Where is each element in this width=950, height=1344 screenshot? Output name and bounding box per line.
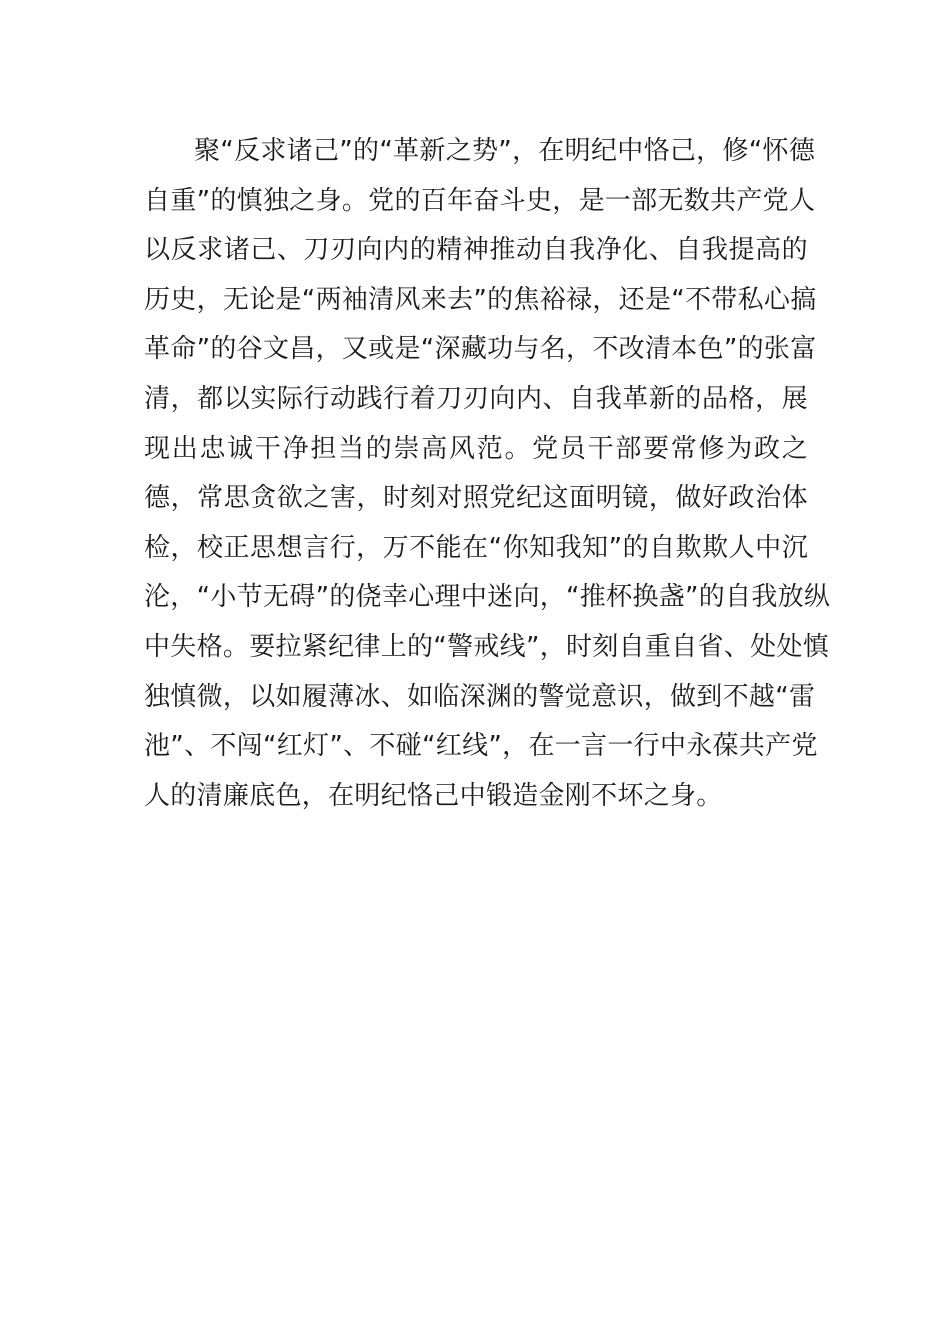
body-paragraph <box>144 127 831 821</box>
paragraph-line: 检，校正思想言行，万不能在“你知我知”的自欺欺人中沉 <box>144 532 808 563</box>
paragraph-line: 现出忠诚干净担当的崇高风范。党员干部要常修为政之 <box>144 433 808 464</box>
paragraph-line: 清，都以实际行动践行着刀刃向内、自我革新的品格，展 <box>144 383 808 414</box>
paragraph-line: 独慎微，以如履薄冰、如临深渊的警觉意识，做到不越“雷 <box>144 681 816 712</box>
paragraph-line: 中失格。要拉紧纪律上的“警戒线”，时刻自重自省、处处慎 <box>144 631 830 662</box>
paragraph-line: 聚“反求诸己”的“革新之势”，在明纪中恪己，修“怀德 <box>194 136 816 166</box>
paragraph-line: 历史，无论是“两袖清风来去”的焦裕禄，还是“不带私心搞 <box>144 284 817 315</box>
paragraph-line: 池”、不闯“红灯”、不碰“红线”，在一言一行中永葆共产党 <box>144 731 818 762</box>
paragraph-line: 人的清廉底色，在明纪恪己中锻造金刚不坏之身。 <box>144 780 723 811</box>
paragraph-line: 德，常思贪欲之害，时刻对照党纪这面明镜，做好政治体 <box>144 483 808 514</box>
paragraph-line: 自重”的慎独之身。党的百年奋斗史，是一部无数共产党人 <box>144 185 816 216</box>
paragraph-line: 革命”的谷文昌，又或是“深藏功与名，不改清本色”的张富 <box>144 334 817 365</box>
paragraph-line: 沦，“小节无碍”的侥幸心理中迷向，“推杯换盏”的自我放纵 <box>144 582 831 613</box>
paragraph-line: 以反求诸己、刀刃向内的精神推动自我净化、自我提高的 <box>144 235 808 266</box>
